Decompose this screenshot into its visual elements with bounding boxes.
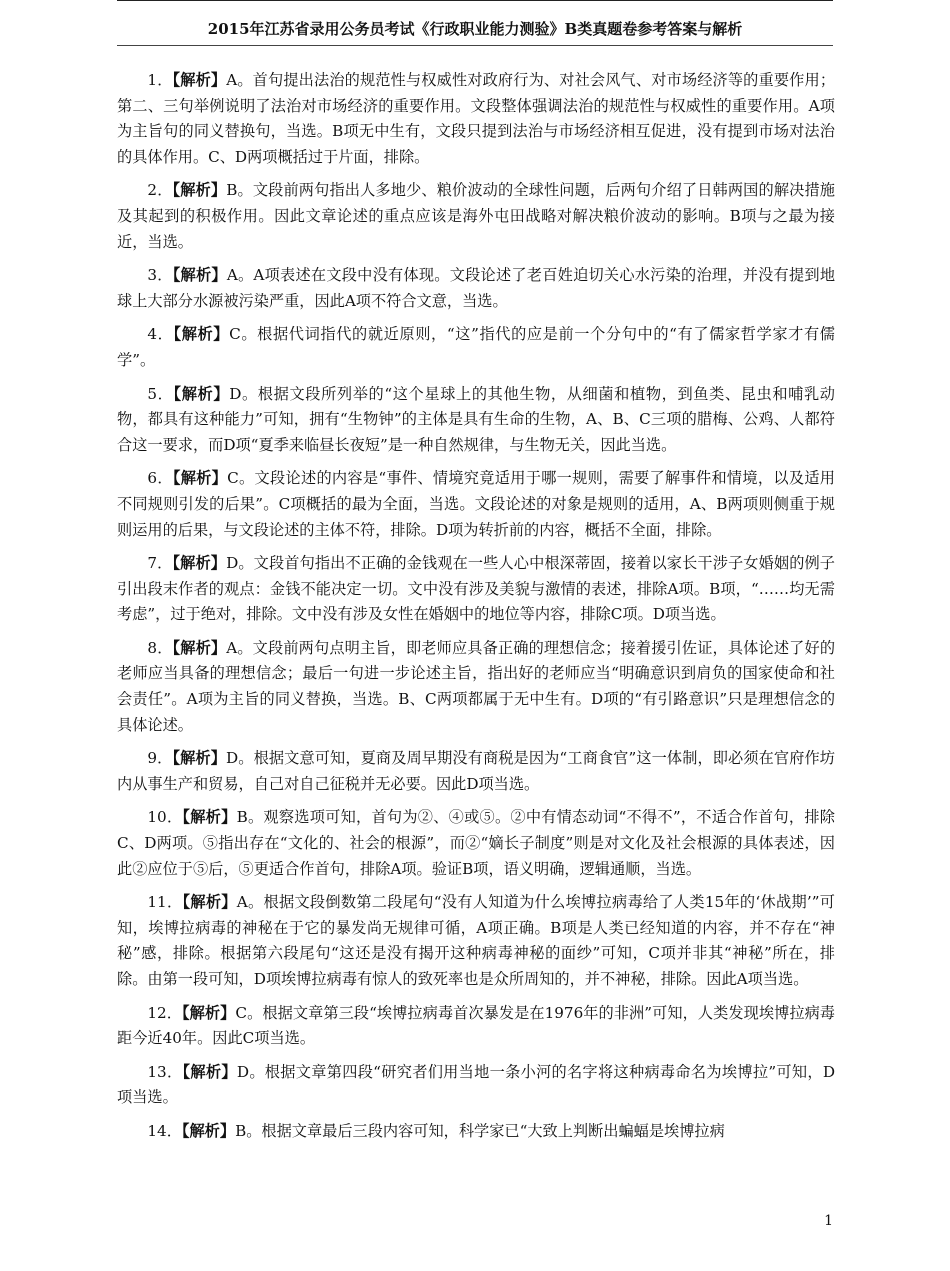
answer-number: 12． bbox=[147, 1003, 183, 1022]
answer-text: D。根据文章第四段“研究者们用当地一条小河的名字将这种病毒命名为埃博拉”可知，D项当选。 bbox=[117, 1062, 835, 1107]
answer-text: A。首句提出法治的规范性与权威性对政府行为、对社会风气、对市场经济等的重要作用；第二、三句举例说明了法治对市场经济的重要作用。文段整体强调法治的规范性与权威性的重要作用。A项为主旨句的同义替换句，当选。B项无中生有，文段只提到法治与市场经济相互促进，没有提到市场对法治的具体作用。C、D两项概括过于片面，排除。 bbox=[117, 71, 836, 166]
answer-item bbox=[117, 551, 835, 628]
answer-item bbox=[117, 1001, 835, 1052]
answer-item bbox=[117, 805, 835, 882]
analysis-tag: 【解析】 bbox=[173, 325, 230, 344]
answer-number: 14． bbox=[147, 1121, 182, 1140]
answer-number: 2． bbox=[147, 181, 173, 200]
analysis-tag: 【解析】 bbox=[172, 638, 227, 657]
answer-number: 10． bbox=[147, 808, 183, 827]
answer-text: B。文段前两句指出人多地少、粮价波动的全球性问题，后两句介绍了日韩两国的解决措施及其起到的积极作用。因此文章论述的重点应该是海外屯田战略对解决粮价波动的影响。B项与之最为接近，当选。 bbox=[117, 181, 835, 251]
answer-item bbox=[117, 322, 835, 373]
answer-number: 1． bbox=[147, 71, 173, 89]
answer-item bbox=[117, 636, 835, 738]
answer-number: 9． bbox=[147, 749, 173, 768]
page-number: 1 bbox=[824, 1213, 833, 1229]
answer-number: 4． bbox=[147, 325, 174, 344]
answer-item bbox=[117, 178, 835, 255]
analysis-tag: 【解析】 bbox=[182, 893, 237, 912]
answer-text: B。观察选项可知，首句为②、④或⑤。②中有情态动词“不得不”，不适合作首句，排除C、D两项。⑤指出存在“文化的、社会的根源”，而②“嫡长子制度”则是对文化及社会根源的具体表述，因此②应位于⑤后，⑤更适合作首句，排除A项。验证B项，语义明确，逻辑通顺，当选。 bbox=[117, 808, 835, 878]
answer-text: C。文段论述的内容是“事件、情境究竟适用于哪一规则，需要了解事件和情境，以及适用不同规则引发的后果”。C项概括的最为全面，当选。文段论述的对象是规则的适用，A、B两项则侧重于规则运用的后果，与文段论述的主体不符，排除。D项为转折前的内容，概括不全面，排除。 bbox=[117, 469, 835, 539]
answer-list bbox=[117, 68, 835, 1153]
header-divider bbox=[117, 45, 833, 46]
answer-item bbox=[117, 890, 835, 992]
answer-number: 6． bbox=[147, 469, 173, 488]
answer-item bbox=[117, 68, 835, 170]
analysis-tag: 【解析】 bbox=[172, 749, 227, 768]
answer-number: 13． bbox=[147, 1062, 183, 1081]
answer-item bbox=[117, 1060, 835, 1111]
answer-text: A。文段前两句点明主旨，即老师应具备正确的理想信念；接着援引佐证，具体论述了好的老师应当具备的理想信念；最后一句进一步论述主旨，指出好的老师应当“明确意识到肩负的国家使命和社会责任”。A项为主旨的同义替换，当选。B、C两项都属于无中生有。D项的“有引路意识”只是理想信念的具体论述。 bbox=[117, 638, 836, 734]
answer-number: 3． bbox=[147, 266, 173, 285]
analysis-tag: 【解析】 bbox=[173, 384, 230, 403]
analysis-tag: 【解析】 bbox=[182, 1062, 237, 1081]
answer-item bbox=[117, 263, 835, 314]
answer-text: A。A项表述在文段中没有体现。文段论述了老百姓迫切关心水污染的治理，并没有提到地球上大部分水源被污染严重，因此A项不符合文意，当选。 bbox=[117, 266, 836, 310]
analysis-tag: 【解析】 bbox=[172, 469, 228, 488]
analysis-tag: 【解析】 bbox=[172, 181, 227, 200]
answer-number: 11． bbox=[147, 893, 183, 912]
answer-item bbox=[117, 746, 835, 797]
answer-text: C。根据文章第三段“埃博拉病毒首次暴发是在1976年的非洲”可知，人类发现埃博拉病毒距今近40年。因此C项当选。 bbox=[117, 1003, 835, 1048]
analysis-tag: 【解析】 bbox=[182, 808, 237, 827]
analysis-tag: 【解析】 bbox=[172, 71, 227, 89]
answer-item bbox=[117, 1119, 835, 1145]
answer-text: D。根据文意可知，夏商及周早期没有商税是因为“工商食官”这一体制，即必须在官府作坊内从事生产和贸易，自己对自己征税并无必要。因此D项当选。 bbox=[117, 749, 835, 793]
answer-item bbox=[117, 382, 835, 459]
answer-text: A。根据文段倒数第二段尾句“没有人知道为什么埃博拉病毒给了人类15年的‘休战期’”可知，埃博拉病毒的神秘在于它的暴发尚无规律可循，A项正确。B项是人类已经知道的内容，并不存在“神秘”感，排除。根据第六段尾句“这还是没有揭开这种病毒神秘的面纱”可知，C项并非其“神秘”所在，排除。由第一段可知，D项埃博拉病毒有惊人的致死率也是众所周知的，并不神秘，排除。因此A项当选。 bbox=[117, 893, 835, 988]
analysis-tag: 【解析】 bbox=[181, 1121, 236, 1140]
header-top-rule bbox=[117, 0, 833, 1]
answer-text: B。根据文章最后三段内容可知，科学家已“大致上判断出蝙蝠是埃博拉病 bbox=[235, 1121, 725, 1140]
answer-text: D。根据文段所列举的“这个星球上的其他生物，从细菌和植物，到鱼类、昆虫和哺乳动物，都具有这种能力”可知，拥有“生物钟”的主体是具有生命的生物，A、B、C三项的腊梅、公鸡、人都符合这一要求，而D项“夏季来临昼长夜短”是一种自然规律，与生物无关，因此当选。 bbox=[117, 384, 835, 454]
analysis-tag: 【解析】 bbox=[182, 1003, 236, 1022]
analysis-tag: 【解析】 bbox=[172, 266, 227, 285]
analysis-tag: 【解析】 bbox=[172, 554, 227, 573]
answer-number: 5． bbox=[147, 384, 174, 403]
answer-item bbox=[117, 466, 835, 543]
answer-text: C。根据代词指代的就近原则，“这”指代的应是前一个分句中的“有了儒家哲学家才有儒学”。 bbox=[117, 325, 835, 369]
answer-number: 7． bbox=[147, 554, 173, 573]
page-title: 2015年江苏省录用公务员考试《行政职业能力测验》B类真题卷参考答案与解析 bbox=[207, 20, 743, 38]
answer-text: D。文段首句指出不正确的金钱观在一些人心中根深蒂固，接着以家长干涉子女婚姻的例子引出段末作者的观点：金钱不能决定一切。文中没有涉及美貌与激情的表述，排除A项。B项，“……均无需考虑”，过于绝对，排除。文中没有涉及女性在婚姻中的地位等内容，排除C项。D项当选。 bbox=[117, 554, 835, 624]
answer-number: 8． bbox=[147, 638, 173, 657]
